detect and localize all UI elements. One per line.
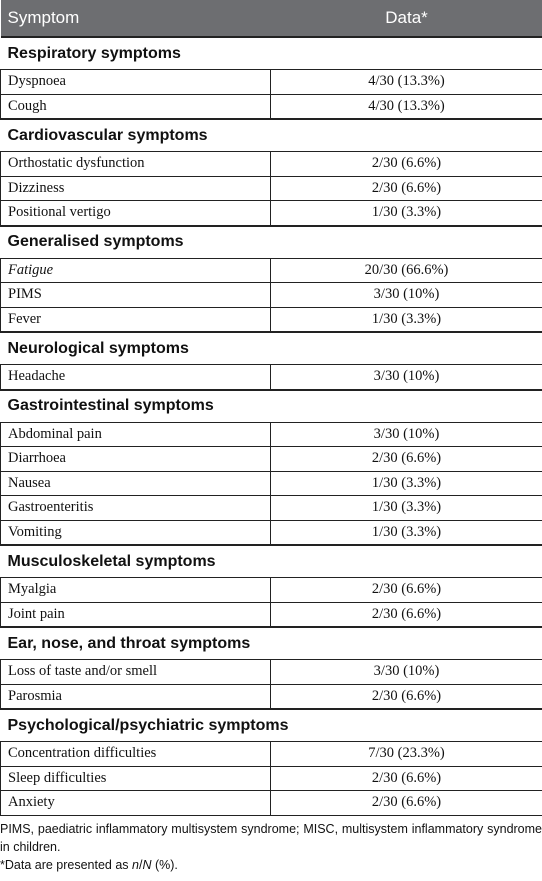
- data-cell: 2/30 (6.6%): [271, 176, 542, 201]
- table-row: [1, 766, 542, 791]
- category-label: Cardiovascular symptoms: [1, 119, 542, 152]
- data-cell: 20/30 (66.6%): [271, 258, 542, 283]
- category-label: Psychological/psychiatric symptoms: [1, 709, 542, 742]
- data-cell: 2/30 (6.6%): [271, 766, 542, 791]
- category-label: Generalised symptoms: [1, 226, 542, 259]
- footnote-note-N: N: [142, 857, 152, 872]
- category-row: [1, 37, 542, 70]
- data-cell: 2/30 (6.6%): [271, 578, 542, 603]
- table-header-row: [1, 0, 542, 37]
- footnote-note-suffix: (%).: [151, 857, 178, 872]
- category-label: Neurological symptoms: [1, 332, 542, 365]
- category-row: [1, 627, 542, 660]
- table-row: [1, 791, 542, 816]
- symptom-cell: Myalgia: [1, 578, 271, 603]
- category-row: [1, 119, 542, 152]
- category-label: Gastrointestinal symptoms: [1, 390, 542, 423]
- symptom-cell: Nausea: [1, 471, 271, 496]
- category-label: Musculoskeletal symptoms: [1, 545, 542, 578]
- footnote-note-prefix: *Data are presented as: [0, 857, 133, 872]
- data-cell: 3/30 (10%): [271, 283, 542, 308]
- symptom-cell: Anxiety: [1, 791, 271, 816]
- table-row: [1, 201, 542, 226]
- symptom-cell: Diarrhoea: [1, 447, 271, 472]
- data-cell: 2/30 (6.6%): [271, 152, 542, 177]
- table-row: [1, 447, 542, 472]
- table-row: [1, 94, 542, 119]
- footnote-note-slash: /: [138, 857, 143, 872]
- table-row: [1, 602, 542, 627]
- table-row: [1, 660, 542, 685]
- symptom-cell: Sleep difficulties: [1, 766, 271, 791]
- table-row: [1, 471, 542, 496]
- data-cell: 2/30 (6.6%): [271, 602, 542, 627]
- data-cell: 1/30 (3.3%): [271, 471, 542, 496]
- category-row: [1, 332, 542, 365]
- data-cell: 3/30 (10%): [271, 660, 542, 685]
- symptom-cell: Joint pain: [1, 602, 271, 627]
- symptom-cell: Dyspnoea: [1, 70, 271, 95]
- symptom-cell: Dizziness: [1, 176, 271, 201]
- category-row: [1, 226, 542, 259]
- data-cell: 4/30 (13.3%): [271, 94, 542, 119]
- data-cell: 7/30 (23.3%): [271, 742, 542, 767]
- symptom-cell: Fever: [1, 307, 271, 332]
- symptom-cell: Concentration difficulties: [1, 742, 271, 767]
- table-row: [1, 742, 542, 767]
- table-body: [1, 37, 542, 815]
- table-row: [1, 578, 542, 603]
- data-cell: 2/30 (6.6%): [271, 791, 542, 816]
- symptom-cell: PIMS: [1, 283, 271, 308]
- table-row: [1, 520, 542, 545]
- category-row: [1, 390, 542, 423]
- symptom-cell: Orthostatic dysfunction: [1, 152, 271, 177]
- table-row: [1, 258, 542, 283]
- table-row: [1, 283, 542, 308]
- table-row: [1, 365, 542, 390]
- symptom-cell: Loss of taste and/or smell: [1, 660, 271, 685]
- data-cell: 1/30 (3.3%): [271, 201, 542, 226]
- footnote-note-n: n: [132, 857, 139, 872]
- category-label: Respiratory symptoms: [1, 37, 542, 70]
- table-row: [1, 307, 542, 332]
- data-cell: 3/30 (10%): [271, 365, 542, 390]
- category-row: [1, 545, 542, 578]
- symptom-cell: Abdominal pain: [1, 422, 271, 447]
- table-row: [1, 70, 542, 95]
- symptom-cell: Fatigue: [1, 258, 271, 283]
- category-row: [1, 709, 542, 742]
- symptom-cell: Vomiting: [1, 520, 271, 545]
- symptom-cell: Gastroenteritis: [1, 496, 271, 521]
- data-cell: 4/30 (13.3%): [271, 70, 542, 95]
- data-cell: 1/30 (3.3%): [271, 496, 542, 521]
- footnote-data-note: [0, 856, 542, 874]
- table-row: [1, 152, 542, 177]
- symptom-cell: Parosmia: [1, 684, 271, 709]
- header-symptom: Symptom: [1, 0, 271, 37]
- footnote-abbreviations: PIMS, paediatric inflammatory multisystem syndrome; MISC, multisystem inflammatory syndrome in children.: [0, 821, 542, 854]
- header-data: Data*: [271, 0, 542, 37]
- category-label: Ear, nose, and throat symptoms: [1, 627, 542, 660]
- table-row: [1, 684, 542, 709]
- data-cell: 1/30 (3.3%): [271, 520, 542, 545]
- symptom-cell: Cough: [1, 94, 271, 119]
- symptom-cell: Positional vertigo: [1, 201, 271, 226]
- data-cell: 2/30 (6.6%): [271, 447, 542, 472]
- data-cell: 3/30 (10%): [271, 422, 542, 447]
- table-row: [1, 422, 542, 447]
- data-cell: 1/30 (3.3%): [271, 307, 542, 332]
- table-row: [1, 176, 542, 201]
- table-row: [1, 496, 542, 521]
- symptom-cell: Headache: [1, 365, 271, 390]
- table-footnotes: [0, 820, 542, 874]
- data-cell: 2/30 (6.6%): [271, 684, 542, 709]
